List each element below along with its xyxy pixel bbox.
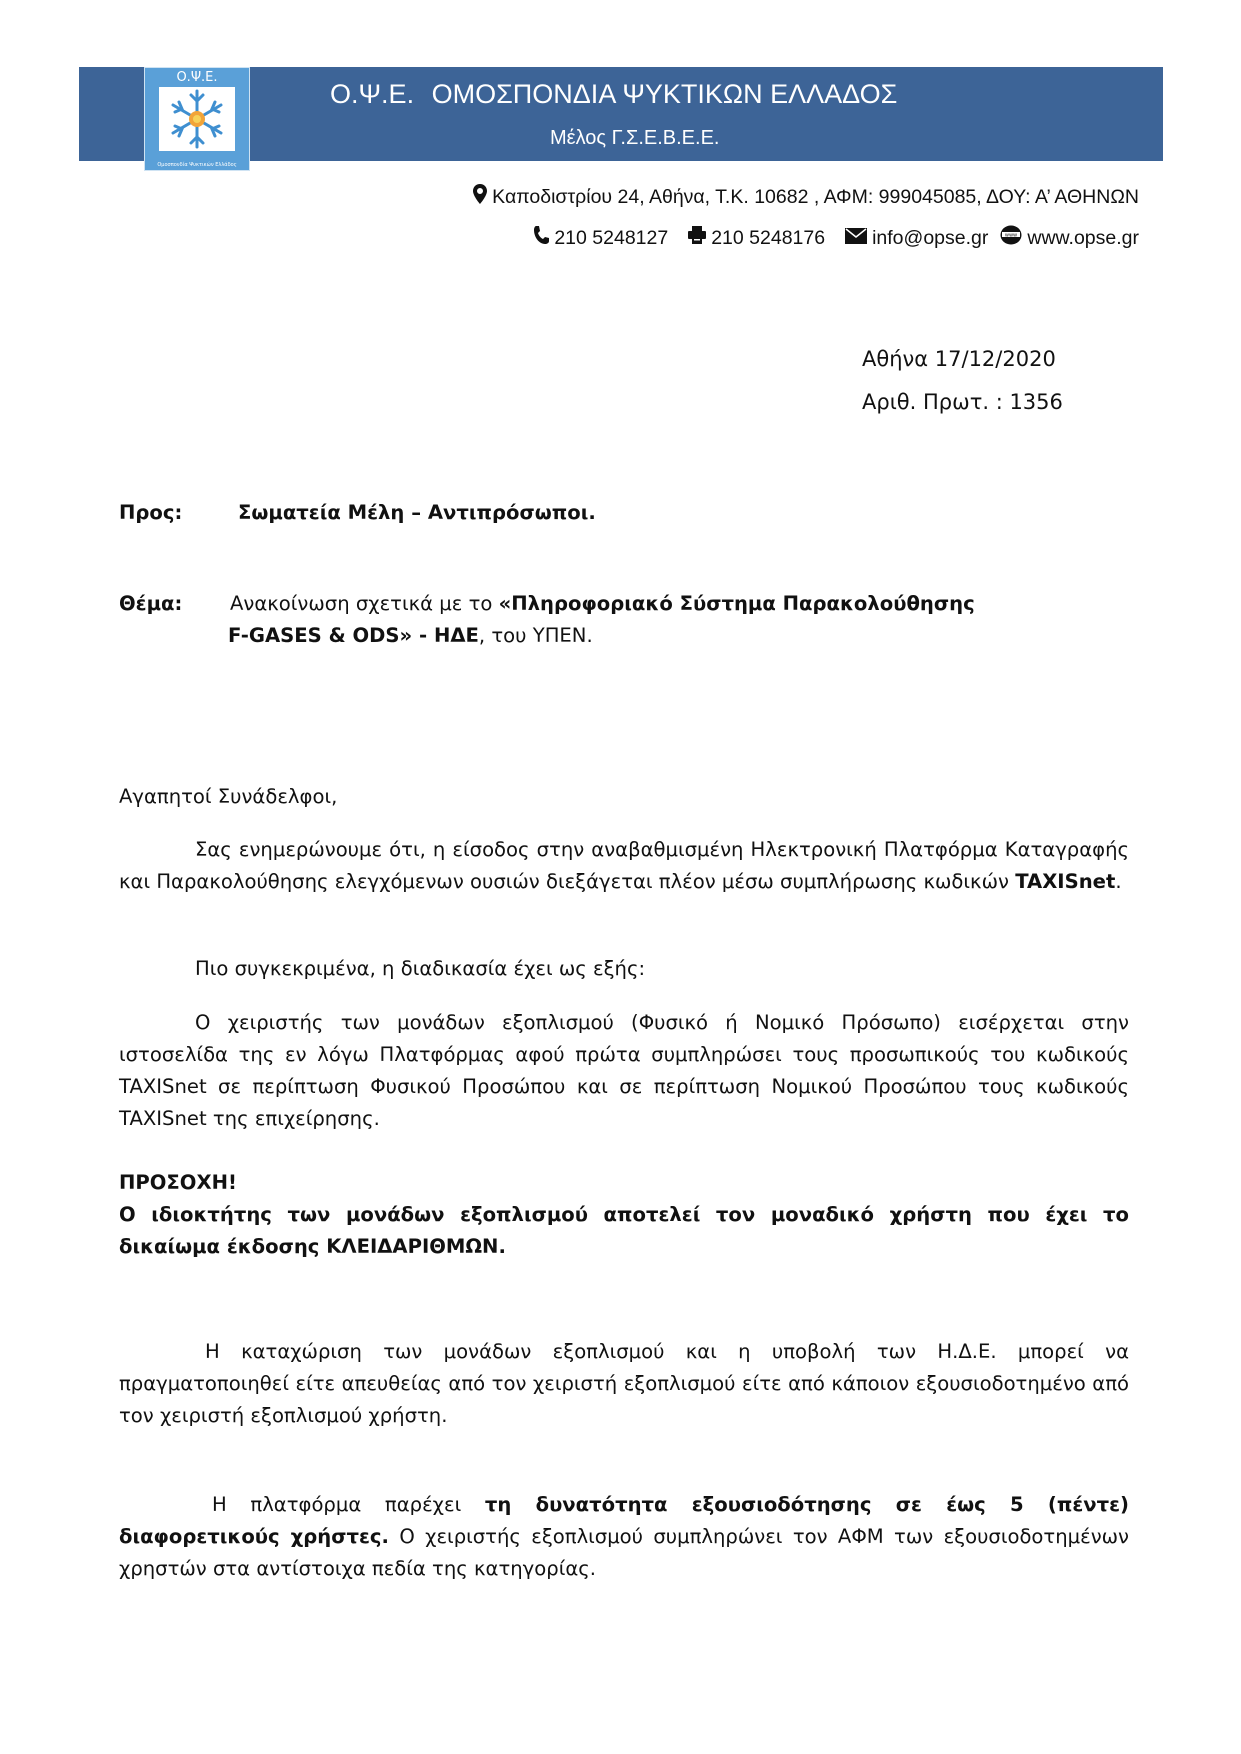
recipient-label: Προς: <box>119 501 183 524</box>
phone-number: 210 5248127 <box>554 226 669 249</box>
subject-text-end: , του ΥΠΕΝ. <box>478 624 593 647</box>
greeting: Αγαπητοί Συνάδελφοι, <box>119 784 338 808</box>
subject-system-name: «Πληροφοριακό Σύστημα Παρακολούθησης <box>498 592 975 615</box>
paragraph-registration: Η καταχώριση των μονάδων εξοπλισμού και η υποβολή των Η.Δ.Ε. μπορεί να πραγματοποιηθεί είτε απευθείας από τον χειριστή εξοπλισμού είτε από κάποιον εξουσιοδοτημένο από τον χειριστή εξοπλισμού χρήστη. <box>119 1339 1129 1427</box>
title-abbreviation: Ο.Ψ.Ε. <box>330 79 415 109</box>
logo-abbreviation: Ο.Ψ.Ε. <box>176 70 218 85</box>
title-full-name: ΟΜΟΣΠΟΝΔΙΑ ΨΥΚΤΙΚΩΝ ΕΛΛΑΔΟΣ <box>431 79 898 109</box>
paragraph-intro <box>119 834 1129 898</box>
paragraph-authorization-start: Η πλατφόρμα παρέχει <box>212 1492 485 1516</box>
paragraph-operator: Ο χειριστής των μονάδων εξοπλισμού (Φυσικό ή Νομικό Πρόσωπο) εισέρχεται στην ιστοσελίδα της εν λόγω Πλατφόρμας αφού πρώτα συμπληρώσει τους προσωπικούς του κωδικούς TAXISnet σε περίπτωση Φυσικού Προσώπου και σε περίπτωση Νομικού Προσώπου τους κωδικούς TAXISnet της επιχείρησης. <box>119 1010 1129 1130</box>
address-text: Καποδιστρίου 24, Αθήνα, Τ.Κ. 10682 , ΑΦΜ: 999045085, ΔΟΥ: Α’ ΑΘΗΝΩΝ <box>492 185 1139 208</box>
warning-title: ΠΡΟΣΟΧΗ! <box>119 1171 237 1194</box>
document-date: Αθήνα 17/12/2020 <box>862 347 1056 371</box>
contact-details-line <box>533 225 1139 251</box>
paragraph-intro-end: . <box>1115 869 1122 893</box>
globe-icon <box>1000 225 1022 251</box>
paragraph-authorization-end: Ο χειριστής εξοπλισμού συμπληρώνει τον ΑΦΜ των εξουσιοδοτημένων χρηστών στα αντίστοιχα πεδία της κατηγορίας. <box>119 1524 1129 1580</box>
snowflake-icon <box>159 87 235 151</box>
logo-caption: Ομοσπονδία Ψυκτικών Ελλάδος <box>157 162 237 168</box>
subject-text-intro: Ανακοίνωση σχετικά με το <box>230 592 499 615</box>
paragraph-authorization <box>119 1489 1129 1585</box>
organization-logo <box>144 67 250 171</box>
email-address[interactable]: info@opse.gr <box>872 226 989 249</box>
contact-address-line <box>473 184 1139 210</box>
warning-block <box>119 1167 1129 1263</box>
warning-text: Ο ιδιοκτήτης των μονάδων εξοπλισμού αποτελεί τον μοναδικό χρήστη που έχει το δικαίωμα έκδοσης ΚΛΕΙΔΑΡΙΘΜΩΝ. <box>119 1203 1129 1258</box>
map-pin-icon <box>473 184 487 210</box>
envelope-icon <box>845 227 867 250</box>
recipient-line <box>119 497 1129 529</box>
subject-block <box>119 588 1129 652</box>
organization-subtitle: Μέλος Γ.Σ.Ε.Β.Ε.Ε. <box>550 127 720 149</box>
authorization-highlight: τη δυνατότητα εξουσιοδότησης σε έως 5 (πέντε) διαφορετικούς χρήστες. <box>119 1492 1129 1548</box>
subject-system-name-cont: F-GASES & ODS» - ΗΔΕ <box>228 624 479 647</box>
recipient-value: Σωματεία Μέλη – Αντιπρόσωποι. <box>238 501 596 524</box>
phone-icon <box>533 225 549 251</box>
fax-number: 210 5248176 <box>711 226 826 249</box>
organization-title <box>330 79 1150 110</box>
fax-icon <box>688 226 706 250</box>
subject-label: Θέμα: <box>119 592 183 615</box>
website-link[interactable]: www.opse.gr <box>1027 226 1139 249</box>
svg-text:www: www <box>1005 232 1018 239</box>
taxisnet-term: TAXISnet <box>1015 869 1116 893</box>
protocol-number: Αριθ. Πρωτ. : 1356 <box>862 390 1063 414</box>
paragraph-intro-text: Σας ενημερώνουμε ότι, η είσοδος στην αναβαθμισμένη Ηλεκτρονική Πλατφόρμα Καταγραφής και Παρακολούθησης ελεγχόμενων ουσιών διεξάγεται πλέον μέσω συμπλήρωσης κωδικών <box>119 837 1129 893</box>
paragraph-procedure: Πιο συγκεκριμένα, η διαδικασία έχει ως εξής: <box>195 956 646 980</box>
